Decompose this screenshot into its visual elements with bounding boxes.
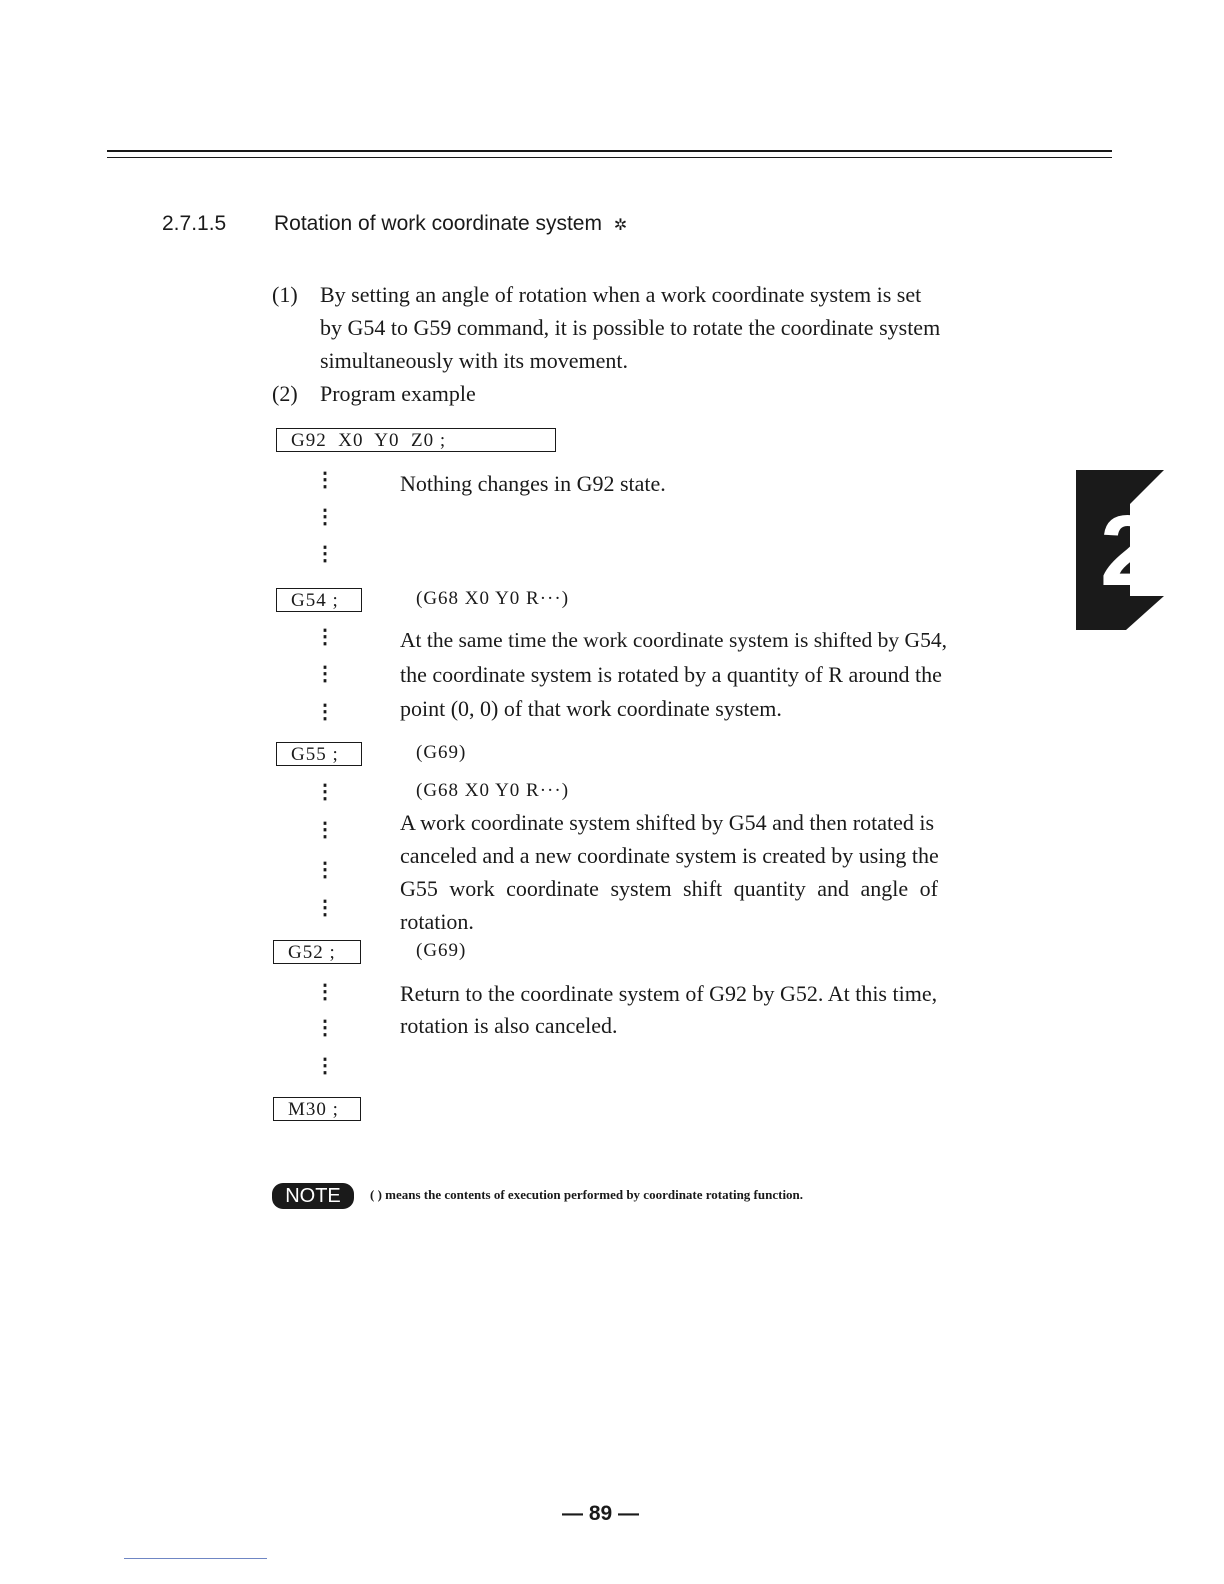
comment-g55-line-4: rotation. [400, 909, 474, 934]
continuation-dots: ⋮ [315, 543, 335, 565]
program-block-g52: G52 ; [273, 940, 361, 964]
comment-g52-line-2: rotation is also canceled. [400, 1013, 618, 1038]
item-1-line-1: By setting an angle of rotation when a work coordinate system is set [320, 282, 922, 307]
program-block-g54: G54 ; [276, 588, 362, 612]
item-1-line-3: simultaneously with its movement. [320, 348, 628, 373]
top-rule-thick [107, 150, 1112, 152]
chapter-tab [1076, 470, 1164, 630]
section-title [274, 212, 627, 236]
continuation-dots: ⋮ [315, 781, 335, 803]
continuation-dots: ⋮ [315, 663, 335, 685]
feature-mark-icon: ✲ [613, 217, 628, 234]
comment-g52-line-1: Return to the coordinate system of G92 by G52. At this time, [400, 981, 938, 1006]
comment-g55-line-3: G55 work coordinate system shift quantity and angle of [400, 876, 939, 901]
comment-g55-line-1: A work coordinate system shifted by G54 and then rotated is [400, 810, 935, 835]
continuation-dots: ⋮ [315, 819, 335, 841]
section-title-text: Rotation of work coordinate system [274, 212, 602, 235]
comment-g54-line-3: point (0, 0) of that work coordinate system. [400, 696, 782, 721]
comment-g54-line-1: At the same time the work coordinate system is shifted by G54, [400, 628, 947, 652]
continuation-dots: ⋮ [315, 701, 335, 723]
note-badge: NOTE [272, 1183, 354, 1209]
continuation-dots: ⋮ [315, 981, 335, 1003]
continuation-dots: ⋮ [315, 626, 335, 648]
program-block-m30: M30 ; [273, 1097, 361, 1121]
command-g54-g68: (G68 X0 Y0 R···) [416, 588, 570, 609]
program-block-g92: G92 X0 Y0 Z0 ; [276, 428, 556, 452]
chapter-tab-shape [1076, 470, 1164, 630]
continuation-dots: ⋮ [315, 897, 335, 919]
item-1-line-2: by G54 to G59 command, it is possible to rotate the coordinate system [320, 315, 941, 340]
continuation-dots: ⋮ [315, 469, 335, 491]
continuation-dots: ⋮ [315, 506, 335, 528]
program-block-g55: G55 ; [276, 742, 362, 766]
continuation-dots: ⋮ [315, 859, 335, 881]
section-number: 2.7.1.5 [162, 212, 227, 235]
item-1-marker: (1) [272, 282, 298, 307]
comment-g92: Nothing changes in G92 state. [400, 471, 666, 496]
bottom-rule [124, 1558, 267, 1559]
item-2-line-1: Program example [320, 381, 476, 406]
top-rule-thin [107, 157, 1112, 158]
comment-g55-line-2: canceled and a new coordinate system is created by using the [400, 843, 939, 868]
note-text: ( ) means the contents of execution performed by coordinate rotating function. [370, 1187, 804, 1202]
item-2-marker: (2) [272, 381, 298, 406]
comment-g54-line-2: the coordinate system is rotated by a quantity of R around the [400, 662, 942, 687]
chapter-number: 2 [1100, 495, 1156, 607]
command-g55-g69: (G69) [416, 742, 467, 763]
continuation-dots: ⋮ [315, 1017, 335, 1039]
page-number: — 89 — [562, 1502, 640, 1525]
command-g52-g69: (G69) [416, 940, 467, 961]
continuation-dots: ⋮ [315, 1055, 335, 1077]
command-g55-g68: (G68 X0 Y0 R···) [416, 780, 570, 801]
